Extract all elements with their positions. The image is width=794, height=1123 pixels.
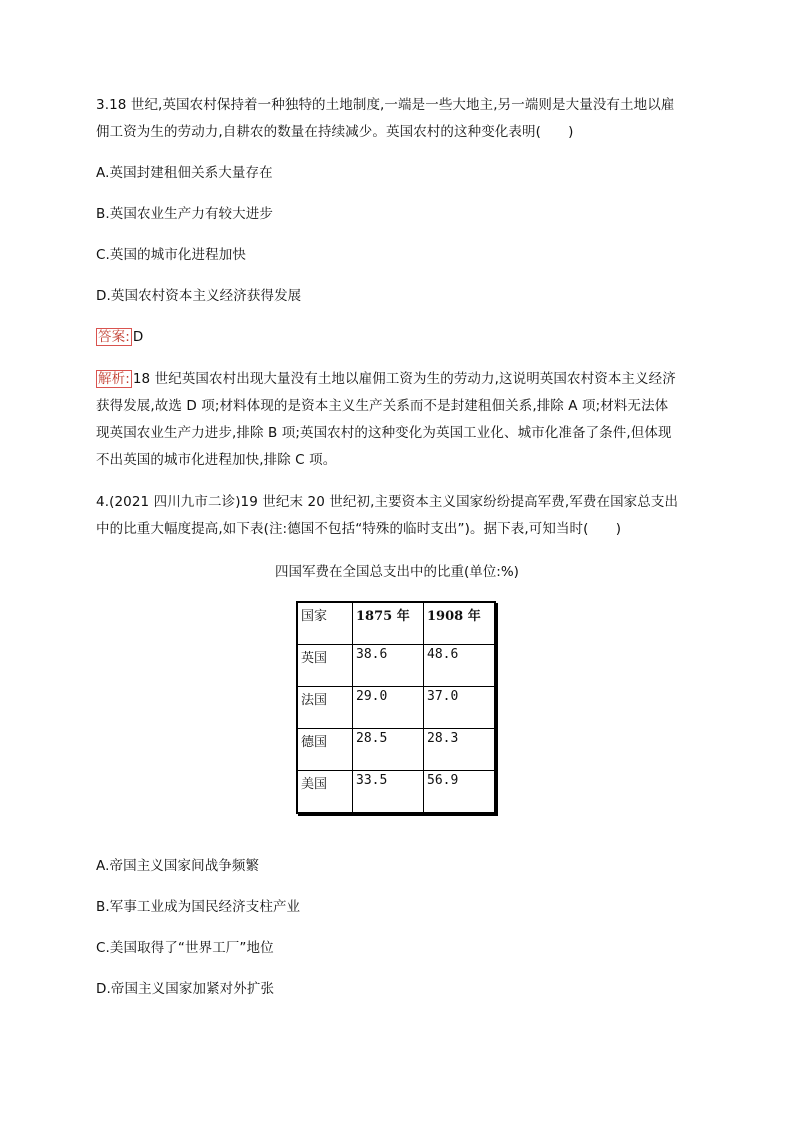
table-caption: 四国军费在全国总支出中的比重(单位:%) <box>275 564 519 580</box>
cell-country: 德国 <box>297 729 353 771</box>
cell-1908: 48.6 <box>424 645 496 687</box>
cell-country: 美国 <box>297 771 353 814</box>
q3-option-b: B.英国农业生产力有较大进步 <box>96 206 273 222</box>
table-row <box>297 645 495 687</box>
q3-stem-line-2: 佣工资为生的劳动力,自耕农的数量在持续减少。英国农村的这种变化表明( ) <box>96 124 574 140</box>
cell-1908: 37.0 <box>424 687 496 729</box>
answer-value: D <box>132 329 144 345</box>
header-country: 国家 <box>297 602 353 645</box>
table-header-row <box>297 602 495 645</box>
table-row <box>297 729 495 771</box>
header-1908: 1908 年 <box>424 602 496 645</box>
cell-1875: 33.5 <box>353 771 424 814</box>
q3-stem-line-1: 3.18 世纪,英国农村保持着一种独特的土地制度,一端是一些大地主,另一端则是大量没有土地以雇 <box>96 97 675 113</box>
table-row <box>297 771 495 814</box>
q4-option-a: A.帝国主义国家间战争频繁 <box>96 858 260 874</box>
q3-option-c: C.英国的城市化进程加快 <box>96 247 246 263</box>
q4-stem-line-1: 4.(2021 四川九市二诊)19 世纪末 20 世纪初,主要资本主义国家纷纷提高军费,军费在国家总支出 <box>96 494 679 510</box>
header-1875: 1875 年 <box>353 602 424 645</box>
cell-1875: 38.6 <box>353 645 424 687</box>
q3-option-a: A.英国封建租佃关系大量存在 <box>96 165 273 181</box>
q3-answer <box>96 328 143 346</box>
table-row <box>297 687 495 729</box>
q3-analysis-line-2: 获得发展,故选 D 项;材料体现的是资本主义生产关系而不是封建租佃关系,排除 A 项;材料无法体 <box>96 398 669 414</box>
q4-option-b: B.军事工业成为国民经济支柱产业 <box>96 899 301 915</box>
q4-option-c: C.美国取得了“世界工厂”地位 <box>96 940 274 956</box>
cell-country: 英国 <box>297 645 353 687</box>
q4-stem-line-2: 中的比重大幅度提高,如下表(注:德国不包括“特殊的临时支出”)。据下表,可知当时( ) <box>96 521 622 537</box>
q3-analysis-line-3: 现英国农业生产力进步,排除 B 项;英国农村的这种变化为英国工业化、城市化准备了条件,但体现 <box>96 425 672 441</box>
cell-1908: 56.9 <box>424 771 496 814</box>
analysis-label: 解析: <box>98 371 130 387</box>
cell-1875: 28.5 <box>353 729 424 771</box>
analysis-text-1: 18 世纪英国农村出现大量没有土地以雇佣工资为生的劳动力,这说明英国农村资本主义经济 <box>132 371 676 387</box>
cell-1875: 29.0 <box>353 687 424 729</box>
q3-analysis-line-1 <box>96 370 676 388</box>
q3-option-d: D.英国农村资本主义经济获得发展 <box>96 288 302 304</box>
cell-country: 法国 <box>297 687 353 729</box>
q4-option-d: D.帝国主义国家加紧对外扩张 <box>96 981 275 997</box>
military-spending-table <box>296 601 496 814</box>
answer-label: 答案: <box>98 329 130 345</box>
q3-analysis-line-4: 不出英国的城市化进程加快,排除 C 项。 <box>96 452 337 468</box>
cell-1908: 28.3 <box>424 729 496 771</box>
